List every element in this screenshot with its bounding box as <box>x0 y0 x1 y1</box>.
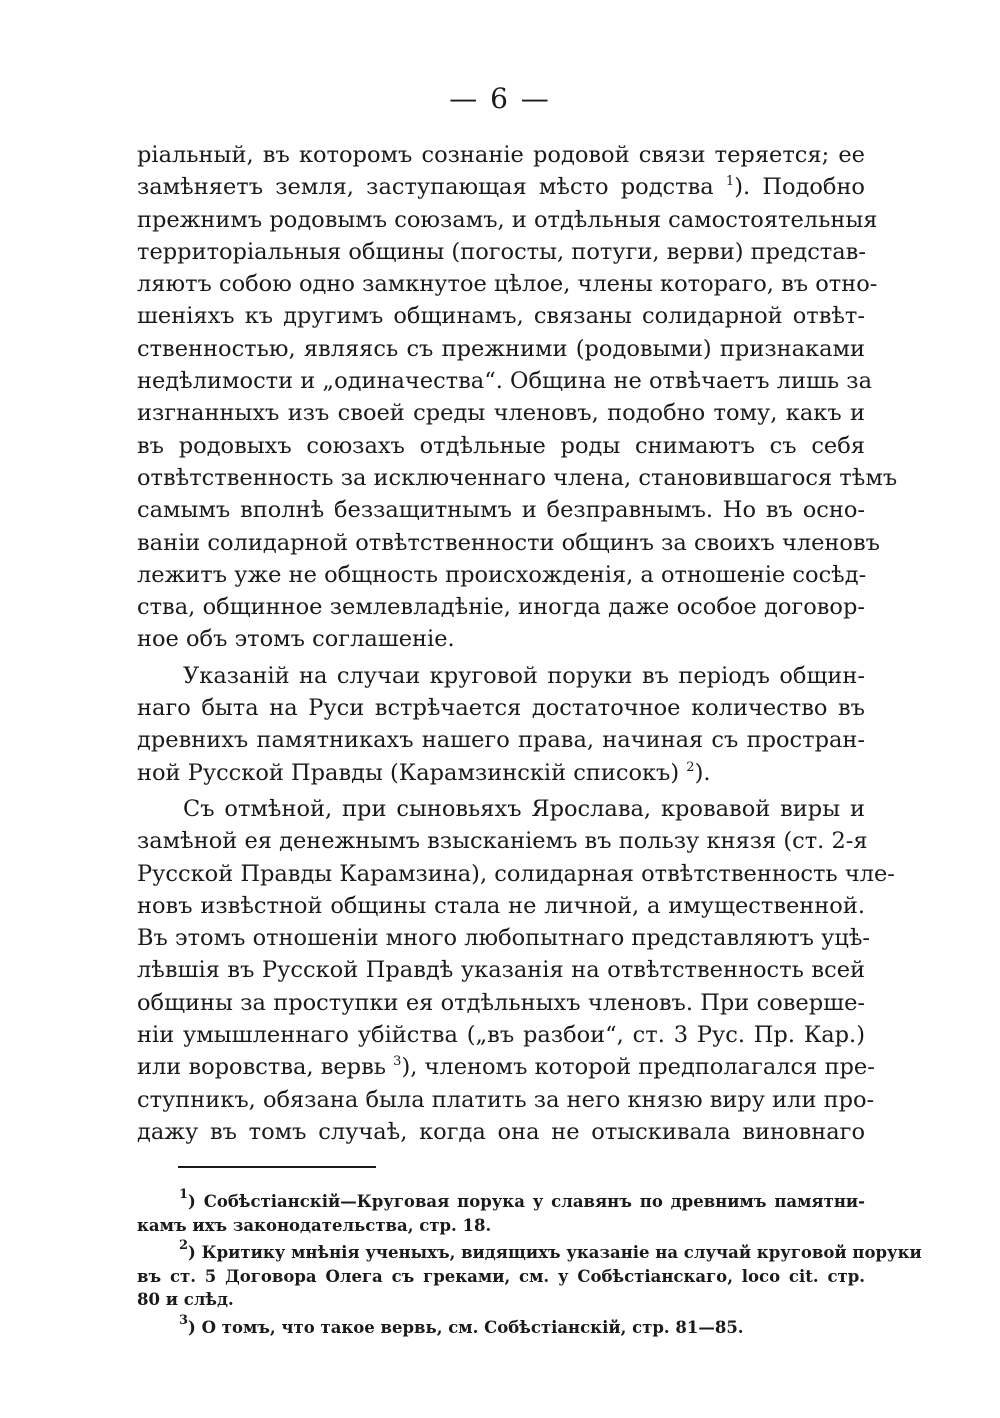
body-line: территоріальныя общины (погосты, потуги, верви) представ- <box>137 238 866 265</box>
page-number: — 6 — <box>449 82 551 115</box>
footnote-line: $^2$) Критику мнѣнія ученыхъ, видящихъ указаніе на случай круговой поруки <box>179 1238 922 1262</box>
body-line: древнихъ памятникахъ нашего права, начиная съ простран- <box>137 727 865 754</box>
body-line: ріальный, въ которомъ сознаніе родовой связи теряется; ее <box>137 142 865 168</box>
footnote-number: 2 <box>179 1238 189 1253</box>
footnote-line: камъ ихъ законодательства, стр. 18. <box>137 1215 492 1235</box>
body-line: ной Русской Правды (Карамзинскій списокъ) $^2$). <box>137 759 711 786</box>
body-line: наго быта на Руси встрѣчается достаточное количество въ <box>137 695 865 722</box>
footnote-number: 3 <box>179 1312 189 1328</box>
footnote-2 <box>137 1238 922 1312</box>
body-line: ступникъ, обязана была платить за него князю виру или про- <box>137 1086 875 1113</box>
footnote-line: 80 и слѣд. <box>137 1290 234 1309</box>
body-line: общины за проступки ея отдѣльныхъ членовъ. При соверше- <box>137 989 865 1016</box>
body-line: новъ извѣстной общины стала не личной, а имущественной. <box>137 892 865 919</box>
body-line: замѣняетъ земля, заступающая мѣсто родства $^1$). Подобно <box>137 174 865 201</box>
body-line: или воровства, вервь $^3$), членомъ которой предполагался пре- <box>137 1054 875 1081</box>
body-line: ное объ этомъ соглашеніе. <box>137 626 455 653</box>
footnote-marker: 3 <box>393 1054 402 1070</box>
body-text <box>137 139 898 1148</box>
body-line: Русской Правды Карамзина), солидарная отвѣтственность чле- <box>137 860 895 887</box>
footnote-marker: 1 <box>725 174 735 190</box>
body-line: недѣлимости и „одиначества“. Община не отвѣчаетъ лишь за <box>137 368 872 395</box>
body-line: изгнанныхъ изъ своей среды членовъ, подобно тому, какъ и <box>137 400 865 427</box>
body-line: Въ этомъ отношеніи много любопытнаго представляютъ уцѣ- <box>137 925 870 952</box>
footnote-divider <box>178 1166 376 1168</box>
footnote-line: $^3$) О томъ, что такое вервь, см. Собѣстіанскій, стр. 81—85. <box>179 1312 744 1337</box>
body-line: ства, общинное землевладѣніе, иногда даже особое договор- <box>137 594 865 621</box>
body-line: ваніи солидарной отвѣтственности общинъ за своихъ членовъ <box>137 529 880 556</box>
body-line: лежитъ уже не общность происхожденія, а отношеніе сосѣд- <box>137 561 867 588</box>
body-line: лѣвшія въ Русской Правдѣ указанія на отвѣтственность всей <box>137 957 865 984</box>
body-line: шеніяхъ къ другимъ общинамъ, связаны солидарной отвѣт- <box>137 303 865 330</box>
footnotes <box>137 1187 922 1339</box>
body-line: ственностью, являясь съ прежними (родовыми) признаками <box>137 335 865 362</box>
footnote-3 <box>137 1312 865 1340</box>
footnote-number: 1 <box>179 1187 189 1202</box>
body-line: въ родовыхъ союзахъ отдѣльные роды снимаютъ съ себя <box>137 432 865 459</box>
body-line: дажу въ томъ случаѣ, когда она не отыскивала виновнаго <box>137 1118 865 1145</box>
footnote-line: въ ст. 5 Договора Олега съ греками, см. у Собѣстіанскаго, loco cit. стр. <box>137 1266 865 1286</box>
body-line: отвѣтственность за исключеннаго члена, становившагося тѣмъ <box>137 464 898 491</box>
footnote-marker: 2 <box>686 759 695 775</box>
body-line: Указаній на случаи круговой поруки въ періодъ общин- <box>183 662 865 689</box>
body-line: ляютъ собою одно замкнутое цѣлое, члены котораго, въ отно- <box>137 271 878 298</box>
footnote-1 <box>137 1187 865 1237</box>
body-line: прежнимъ родовымъ союзамъ, и отдѣльныя самостоятельныя <box>137 206 878 233</box>
footnote-line: $^1$) Собѣстіанскій—Круговая порука у славянъ по древнимъ памятни- <box>179 1187 865 1211</box>
body-line: замѣной ея денежнымъ взысканіемъ въ пользу князя (ст. 2-я <box>137 828 868 855</box>
body-line: Съ отмѣной, при сыновьяхъ Ярослава, кровавой виры и <box>183 795 865 822</box>
body-line: ніи умышленнаго убійства („въ разбои“, ст. 3 Рус. Пр. Кар.) <box>137 1022 865 1049</box>
body-line: самымъ вполнѣ беззащитнымъ и безправнымъ. Но въ осно- <box>137 497 865 524</box>
